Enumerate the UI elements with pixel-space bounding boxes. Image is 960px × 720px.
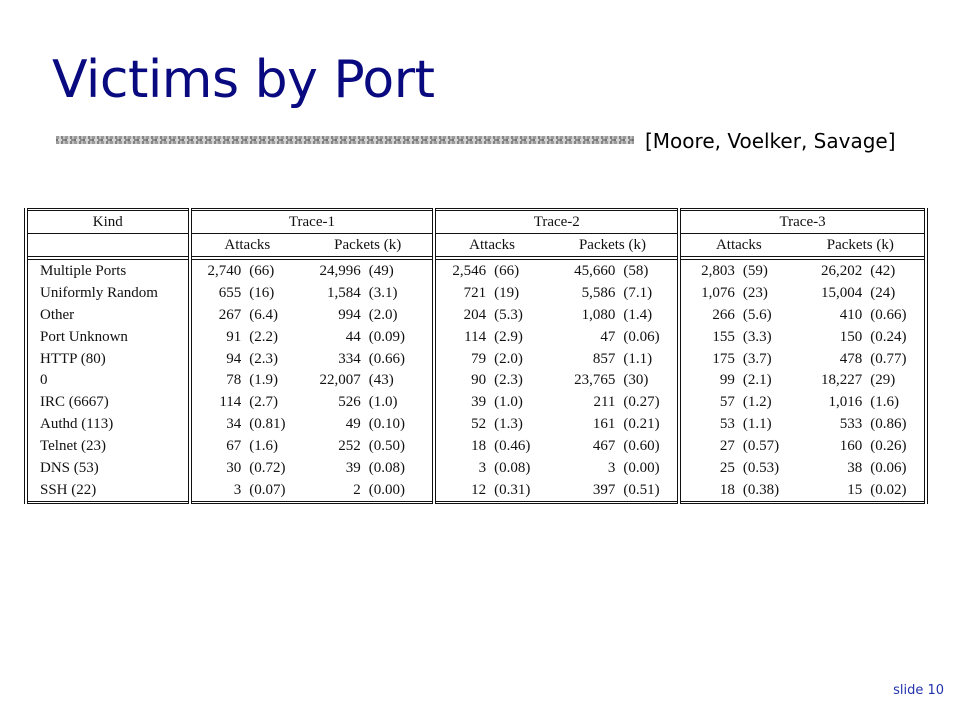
trace-3-packets-header: Packets (k) (797, 234, 926, 259)
trace-3-attacks-header: Attacks (679, 234, 796, 259)
trace-3-attacks-cell: 1,076 (701, 284, 735, 301)
trace-2-attacks-cell: 39 (471, 394, 487, 411)
trace-1-packets-cell: 39 (345, 459, 361, 476)
trace-2-attacks-pct-cell: (1.3) (494, 416, 523, 433)
table-row (26, 435, 926, 457)
trace-1-packets-cell: 22,007 (319, 372, 361, 389)
trace-2-attacks-pct-cell: (0.46) (494, 438, 531, 455)
trace-3-packets-pct-cell: (1.6) (868, 391, 926, 413)
trace-2-attacks-cell: 3 (478, 459, 487, 476)
trace-1-packets-pct-cell: (0.00) (367, 479, 435, 502)
trace-3-packets-cell: 15,004 (820, 284, 863, 301)
trace-3-packets-cell: 533 (839, 416, 863, 433)
trace-2-packets-header: Packets (k) (548, 234, 679, 259)
trace-1-packets-cell: 44 (345, 328, 361, 345)
trace-3-packets-cell: 38 (847, 459, 863, 476)
trace-1-packets-pct-cell: (0.08) (367, 457, 435, 479)
trace-1-attacks-pct-cell: (6.4) (249, 306, 279, 323)
kind-cell: IRC (6667) (26, 391, 190, 413)
table-row (26, 258, 926, 282)
trace-2-packets-cell: 467 (592, 438, 616, 455)
trace-1-packets-cell: 1,584 (327, 284, 361, 301)
trace-3-packets-pct-cell: (24) (868, 282, 926, 304)
trace-1-header: Trace-1 (190, 210, 435, 234)
trace-2-packets-cell: 23,765 (574, 372, 616, 389)
table-row (26, 326, 926, 348)
trace-1-packets-pct-cell: (0.50) (367, 435, 435, 457)
trace-1-attacks-pct-cell: (0.72) (249, 459, 286, 476)
trace-3-packets-cell: 26,202 (820, 262, 863, 279)
trace-1-packets-cell: 24,996 (319, 262, 361, 279)
trace-3-packets-pct-cell: (29) (868, 369, 926, 391)
trace-2-attacks-pct-cell: (5.3) (494, 306, 523, 323)
trace-3-attacks-cell: 57 (719, 394, 735, 411)
trace-1-attacks-cell: 78 (226, 372, 242, 389)
trace-1-attacks-cell: 34 (226, 416, 242, 433)
trace-3-attacks-pct-cell: (59) (742, 262, 768, 279)
trace-3-packets-cell: 478 (839, 350, 863, 367)
trace-1-packets-cell: 49 (345, 416, 361, 433)
trace-2-packets-cell: 857 (592, 350, 616, 367)
trace-1-attacks-pct-cell: (2.2) (249, 328, 279, 345)
header-row-traces (26, 210, 926, 234)
trace-3-attacks-cell: 99 (719, 372, 735, 389)
trace-2-attacks-cell: 79 (471, 350, 487, 367)
trace-1-attacks-cell: 91 (226, 328, 242, 345)
kind-subheader (26, 234, 190, 259)
trace-3-attacks-pct-cell: (1.2) (742, 394, 772, 411)
trace-2-attacks-pct-cell: (2.3) (494, 372, 523, 389)
table-row (26, 457, 926, 479)
trace-3-packets-cell: 1,016 (828, 394, 863, 411)
trace-2-packets-cell: 1,080 (581, 306, 616, 323)
trace-3-attacks-cell: 53 (719, 416, 735, 433)
trace-1-attacks-pct-cell: (1.6) (249, 438, 279, 455)
trace-3-packets-pct-cell: (0.02) (868, 479, 926, 502)
table-row (26, 369, 926, 391)
trace-2-packets-cell: 3 (607, 459, 616, 476)
trace-1-attacks-cell: 267 (218, 306, 242, 323)
trace-3-attacks-pct-cell: (0.38) (742, 481, 780, 498)
trace-2-attacks-cell: 90 (471, 372, 487, 389)
trace-2-packets-pct-cell: (30) (621, 369, 679, 391)
trace-1-packets-pct-cell: (2.0) (367, 304, 435, 326)
table-body (26, 258, 926, 502)
trace-3-packets-pct-cell: (0.06) (868, 457, 926, 479)
trace-3-packets-cell: 150 (839, 328, 863, 345)
trace-1-packets-pct-cell: (3.1) (367, 282, 435, 304)
trace-2-attacks-cell: 18 (471, 438, 487, 455)
trace-3-packets-pct-cell: (42) (868, 258, 926, 282)
kind-cell: Multiple Ports (26, 258, 190, 282)
trace-3-packets-pct-cell: (0.86) (868, 413, 926, 435)
trace-1-attacks-pct-cell: (66) (249, 262, 275, 279)
trace-2-packets-pct-cell: (58) (621, 258, 679, 282)
victims-by-port-table (24, 208, 928, 504)
trace-1-attacks-pct-cell: (2.7) (249, 394, 279, 411)
trace-2-attacks-cell: 721 (463, 284, 487, 301)
trace-2-attacks-cell: 2,546 (452, 262, 487, 279)
trace-1-packets-cell: 2 (353, 481, 361, 498)
kind-cell: Port Unknown (26, 326, 190, 348)
trace-1-packets-header: Packets (k) (303, 234, 434, 259)
table-row (26, 282, 926, 304)
trace-1-packets-cell: 334 (338, 350, 361, 367)
trace-2-packets-pct-cell: (1.4) (621, 304, 679, 326)
trace-2-attacks-pct-cell: (2.0) (494, 350, 523, 367)
trace-1-attacks-pct-cell: (2.3) (249, 350, 279, 367)
slide-title: Victims by Port (52, 50, 435, 110)
kind-cell: 0 (26, 369, 190, 391)
trace-3-attacks-pct-cell: (5.6) (742, 306, 772, 323)
trace-2-attacks-pct-cell: (1.0) (494, 394, 523, 411)
table-row (26, 391, 926, 413)
trace-3-attacks-cell: 25 (719, 459, 735, 476)
slide-number: slide 10 (893, 683, 944, 698)
trace-1-attacks-pct-cell: (0.07) (249, 481, 286, 498)
kind-cell: SSH (22) (26, 479, 190, 502)
trace-2-attacks-header: Attacks (434, 234, 547, 259)
trace-1-packets-pct-cell: (0.10) (367, 413, 435, 435)
trace-3-packets-cell: 160 (839, 438, 863, 455)
trace-3-attacks-pct-cell: (0.53) (742, 459, 780, 476)
trace-3-header: Trace-3 (679, 210, 926, 234)
trace-1-attacks-cell: 655 (218, 284, 242, 301)
trace-1-attacks-cell: 94 (226, 350, 242, 367)
trace-2-packets-cell: 47 (600, 328, 616, 345)
trace-2-packets-cell: 45,660 (574, 262, 616, 279)
trace-2-packets-pct-cell: (7.1) (621, 282, 679, 304)
trace-1-packets-cell: 526 (338, 394, 361, 411)
trace-1-attacks-pct-cell: (1.9) (249, 372, 279, 389)
trace-3-packets-pct-cell: (0.24) (868, 326, 926, 348)
trace-1-attacks-cell: 3 (233, 481, 242, 498)
citation: [Moore, Voelker, Savage] (645, 129, 896, 153)
trace-2-packets-pct-cell: (0.00) (621, 457, 679, 479)
kind-cell: Telnet (23) (26, 435, 190, 457)
kind-cell: Uniformly Random (26, 282, 190, 304)
trace-1-packets-pct-cell: (43) (367, 369, 435, 391)
trace-1-attacks-cell: 2,740 (207, 262, 242, 279)
trace-3-packets-pct-cell: (0.77) (868, 348, 926, 370)
trace-1-packets-pct-cell: (1.0) (367, 391, 435, 413)
trace-2-attacks-cell: 114 (464, 328, 487, 345)
trace-3-packets-cell: 410 (839, 306, 863, 323)
trace-2-attacks-cell: 12 (471, 481, 487, 498)
trace-1-attacks-cell: 67 (226, 438, 242, 455)
trace-2-packets-cell: 211 (593, 394, 616, 411)
trace-3-attacks-pct-cell: (23) (742, 284, 768, 301)
trace-2-packets-pct-cell: (1.1) (621, 348, 679, 370)
trace-1-packets-cell: 994 (338, 306, 361, 323)
trace-3-attacks-cell: 2,803 (701, 262, 735, 279)
kind-header: Kind (26, 210, 190, 234)
victims-table-container (24, 208, 928, 502)
table-row (26, 348, 926, 370)
trace-2-attacks-pct-cell: (19) (494, 284, 520, 301)
trace-3-attacks-cell: 27 (719, 438, 735, 455)
trace-2-packets-pct-cell: (0.21) (621, 413, 679, 435)
trace-1-attacks-pct-cell: (16) (249, 284, 275, 301)
trace-3-attacks-pct-cell: (0.57) (742, 438, 780, 455)
trace-3-packets-cell: 18,227 (820, 372, 863, 389)
trace-2-packets-pct-cell: (0.06) (621, 326, 679, 348)
trace-2-attacks-cell: 204 (463, 306, 487, 323)
trace-3-attacks-cell: 155 (712, 328, 735, 345)
header-row-metrics (26, 234, 926, 259)
trace-3-packets-pct-cell: (0.66) (868, 304, 926, 326)
trace-2-packets-pct-cell: (0.60) (621, 435, 679, 457)
trace-2-attacks-pct-cell: (66) (494, 262, 520, 279)
trace-2-attacks-pct-cell: (2.9) (494, 328, 523, 345)
trace-2-packets-pct-cell: (0.27) (621, 391, 679, 413)
table-row (26, 304, 926, 326)
kind-cell: DNS (53) (26, 457, 190, 479)
trace-1-packets-pct-cell: (49) (367, 258, 435, 282)
trace-2-attacks-cell: 52 (471, 416, 487, 433)
trace-2-packets-cell: 5,586 (581, 284, 616, 301)
trace-2-packets-cell: 161 (592, 416, 616, 433)
trace-2-packets-pct-cell: (0.51) (621, 479, 679, 502)
trace-3-attacks-pct-cell: (3.7) (742, 350, 772, 367)
trace-1-attacks-header: Attacks (190, 234, 303, 259)
kind-cell: Authd (113) (26, 413, 190, 435)
trace-3-attacks-cell: 175 (712, 350, 735, 367)
trace-1-attacks-cell: 114 (219, 394, 242, 411)
trace-3-packets-pct-cell: (0.26) (868, 435, 926, 457)
trace-2-header: Trace-2 (434, 210, 679, 234)
trace-1-attacks-pct-cell: (0.81) (249, 416, 286, 433)
trace-3-attacks-pct-cell: (2.1) (742, 372, 772, 389)
trace-3-attacks-pct-cell: (1.1) (742, 416, 772, 433)
trace-3-packets-cell: 15 (847, 481, 863, 498)
trace-2-attacks-pct-cell: (0.08) (494, 459, 531, 476)
trace-3-attacks-pct-cell: (3.3) (742, 328, 772, 345)
trace-2-packets-cell: 397 (592, 481, 616, 498)
kind-cell: Other (26, 304, 190, 326)
table-row (26, 413, 926, 435)
table-row (26, 479, 926, 502)
trace-1-packets-pct-cell: (0.09) (367, 326, 435, 348)
trace-1-packets-pct-cell: (0.66) (367, 348, 435, 370)
trace-2-attacks-pct-cell: (0.31) (494, 481, 531, 498)
trace-3-attacks-cell: 266 (712, 306, 735, 323)
kind-cell: HTTP (80) (26, 348, 190, 370)
trace-3-attacks-cell: 18 (719, 481, 735, 498)
title-divider (56, 136, 634, 144)
trace-1-attacks-cell: 30 (226, 459, 242, 476)
trace-1-packets-cell: 252 (338, 438, 361, 455)
